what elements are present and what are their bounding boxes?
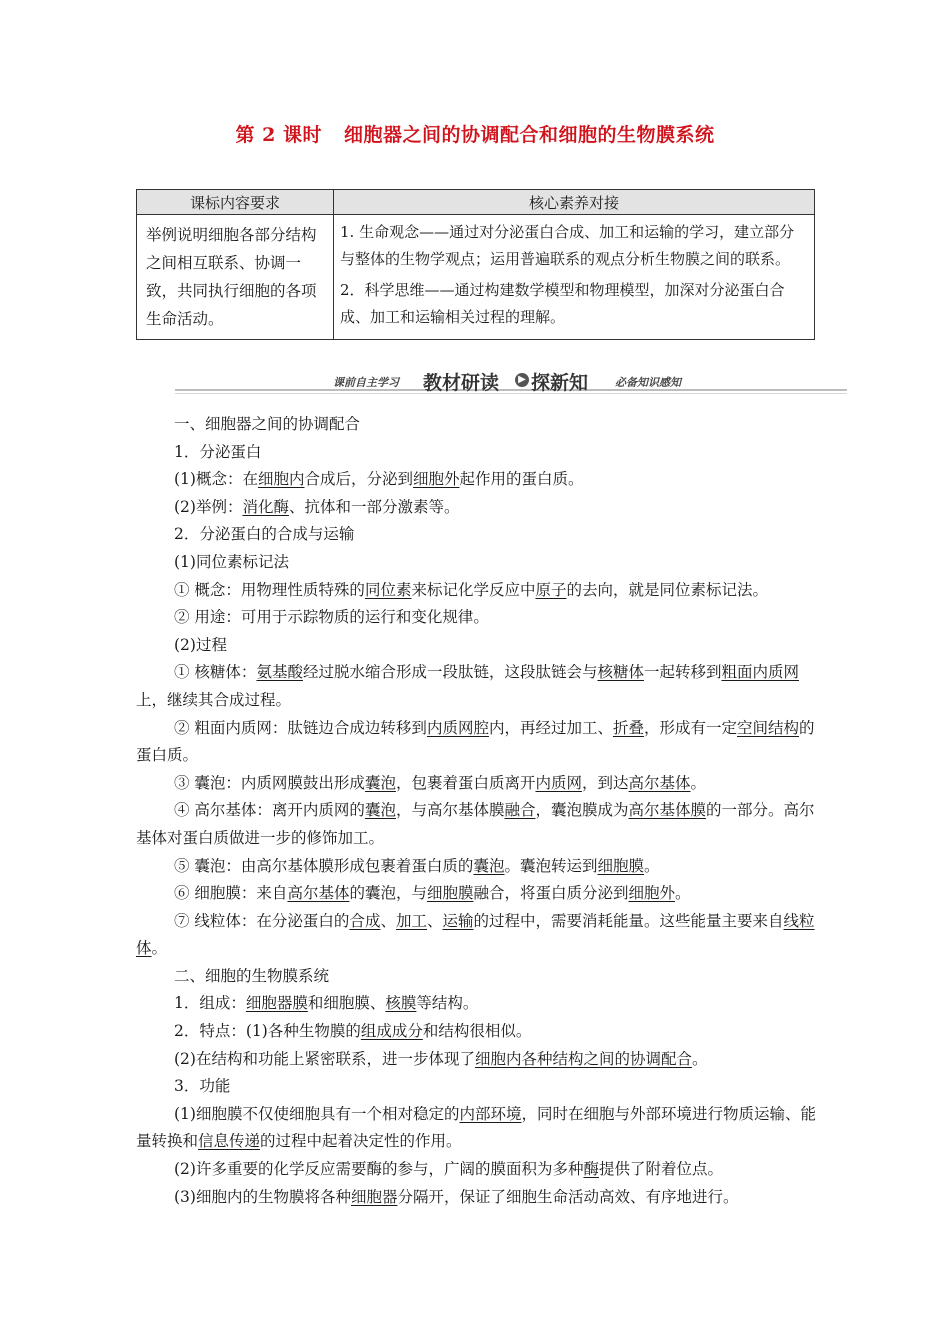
main-content — [136, 411, 826, 1211]
text-span: 和结构很相似。 — [422, 1022, 532, 1041]
text-span: 分隔开，保证了细胞生命活动高效、有序地进行。 — [397, 1187, 739, 1206]
text-span: 。 — [690, 773, 707, 792]
fill-in-answer: 信息传递 — [198, 1132, 261, 1151]
text-span: ，同时在细胞与外部环境进行物质运输、能量转换和 — [136, 1104, 816, 1151]
text-span: 2．分泌蛋白的合成与运输 — [174, 525, 355, 544]
text-span: (2)举例： — [174, 497, 243, 516]
text-span: 2．特点：(1)各种生物膜的 — [174, 1022, 361, 1041]
text-span: 。 — [691, 1049, 708, 1068]
header-competency: 核心素养对接 — [334, 190, 815, 215]
text-paragraph — [136, 577, 826, 605]
fill-in-answer: 内部环境 — [459, 1104, 522, 1123]
competency-item-2: 2．科学思维——通过构建数学模型和物理模型，加深对分泌蛋白合成、加工和运输相关过程的理解。 — [340, 281, 785, 326]
text-span: 上，继续其合成过程。 — [136, 690, 292, 709]
text-span: ，囊泡膜成为 — [535, 801, 629, 820]
text-span: 3．功能 — [174, 1077, 231, 1096]
text-span: 等结构。 — [416, 994, 479, 1013]
text-paragraph — [136, 797, 826, 852]
text-span: 的过程中起着决定性的作用。 — [260, 1132, 462, 1151]
fill-in-answer: 囊泡 — [364, 801, 396, 820]
fill-in-answer: 核膜 — [385, 994, 417, 1013]
text-paragraph — [136, 715, 826, 770]
banner-title-part2: 探新知 — [531, 372, 589, 394]
fill-in-answer: 氨基酸 — [256, 663, 303, 682]
fill-in-answer: 折叠 — [612, 718, 644, 737]
text-span: 和细胞膜、 — [307, 994, 386, 1013]
text-paragraph — [136, 411, 826, 439]
text-span: 。 — [643, 856, 660, 875]
banner-divider — [175, 389, 847, 391]
text-span: 一、细胞器之间的协调配合 — [174, 415, 361, 433]
fill-in-answer: 细胞内各种结构之间的协调配合 — [474, 1049, 692, 1068]
fill-in-answer: 内质网腔 — [426, 718, 489, 737]
competency-cell — [334, 215, 815, 340]
text-span: 的去向，就是同位素标记法。 — [566, 580, 768, 599]
text-span: 来标记化学反应中 — [411, 580, 536, 599]
text-span: ，到达 — [581, 773, 629, 792]
text-span: 一起转移到 — [643, 663, 722, 682]
text-span: ，与高尔基体膜 — [395, 801, 505, 820]
text-span: 。 — [151, 939, 168, 958]
fill-in-answer: 酶 — [583, 1160, 599, 1179]
text-span: 经过脱水缩合形成一段肽链，这段肽链会与 — [302, 663, 598, 682]
text-paragraph — [136, 521, 826, 549]
text-paragraph — [136, 659, 826, 714]
text-span: ① 核糖体： — [174, 663, 257, 682]
text-span: 提供了附着位点。 — [598, 1160, 723, 1179]
arrow-right-icon: ▶ — [515, 373, 529, 387]
text-span: 合成后，分泌到 — [304, 470, 413, 489]
text-span: 、 — [426, 911, 443, 930]
text-span: (2)在结构和功能上紧密联系，进一步体现了 — [174, 1049, 475, 1068]
fill-in-answer: 细胞外 — [413, 470, 460, 489]
fill-in-answer: 线粒体 — [136, 911, 815, 958]
banner-divider-thin — [175, 393, 847, 394]
fill-in-answer: 高尔基体 — [287, 884, 350, 903]
text-span: 1．组成： — [174, 994, 246, 1013]
fill-in-answer: 加工 — [395, 911, 427, 930]
requirements-table — [136, 189, 815, 340]
text-span: ② 粗面内质网：肽链边合成边转移到 — [174, 718, 427, 737]
text-paragraph — [136, 853, 826, 881]
text-span: 。 — [675, 884, 691, 903]
text-paragraph — [136, 439, 826, 467]
fill-in-answer: 原子 — [535, 580, 567, 599]
text-span: ① 概念：用物理性质特殊的 — [174, 580, 365, 599]
text-span: (2)许多重要的化学反应需要酶的参与，广阔的膜面积为多种 — [174, 1160, 584, 1179]
text-paragraph — [136, 908, 826, 963]
text-span: 二、细胞的生物膜系统 — [174, 966, 330, 985]
curriculum-cell — [137, 215, 334, 340]
text-span: (1)概念：在 — [174, 470, 258, 489]
lesson-topic: 细胞器之间的协调配合和细胞的生物膜系统 — [343, 124, 715, 146]
text-span: 、抗体和一部分激素等。 — [288, 497, 460, 516]
fill-in-answer: 细胞内 — [257, 470, 305, 489]
section-banner — [175, 366, 847, 394]
text-span: (1)细胞膜不仅使细胞具有一个相对稳定的 — [174, 1104, 460, 1123]
text-span: (2)过程 — [174, 635, 227, 654]
text-span: ④ 高尔基体：离开内质网的 — [174, 801, 365, 820]
fill-in-answer: 合成 — [349, 911, 381, 930]
text-paragraph — [136, 632, 826, 660]
page-title — [0, 120, 950, 147]
text-paragraph — [136, 494, 826, 522]
fill-in-answer: 细胞器 — [350, 1187, 398, 1206]
header-curriculum: 课标内容要求 — [137, 190, 334, 215]
text-span: 的囊泡，与 — [349, 884, 427, 903]
text-span: ，包裹着蛋白质离开 — [395, 773, 536, 792]
table-header-row — [137, 190, 815, 215]
fill-in-answer: 融合 — [504, 801, 536, 820]
fill-in-answer: 运输 — [442, 911, 474, 930]
text-paragraph — [136, 1046, 826, 1074]
text-span: (3)细胞内的生物膜将各种 — [174, 1187, 351, 1206]
text-paragraph — [136, 1184, 826, 1212]
curriculum-text: 举例说明细胞各部分结构之间相互联系、协调一致，共同执行细胞的各项生命活动。 — [146, 226, 317, 328]
fill-in-answer: 囊泡 — [364, 773, 396, 792]
text-paragraph — [136, 880, 826, 908]
fill-in-answer: 空间结构 — [737, 718, 800, 737]
text-span: 起作用的蛋白质。 — [459, 470, 584, 489]
fill-in-answer: 核糖体 — [597, 663, 644, 682]
fill-in-answer: 囊泡 — [473, 856, 505, 875]
text-paragraph — [136, 990, 826, 1018]
text-paragraph — [136, 1101, 826, 1156]
text-paragraph — [136, 1156, 826, 1184]
text-span: ⑥ 细胞膜：来自 — [174, 884, 288, 903]
lesson-label: 第 2 课时 — [235, 124, 322, 146]
text-paragraph — [136, 604, 826, 632]
text-span: 、 — [380, 911, 396, 930]
fill-in-answer: 消化酶 — [242, 497, 289, 516]
text-span: ⑤ 囊泡：由高尔基体膜形成包裹着蛋白质的 — [174, 856, 474, 875]
text-paragraph — [136, 1018, 826, 1046]
banner-title-part1: 教材研读 — [423, 372, 500, 394]
banner-right-caption: 必备知识感知 — [615, 376, 681, 389]
fill-in-answer: 组成成分 — [360, 1022, 423, 1041]
table-row — [137, 215, 815, 340]
banner-left-caption: 课前自主学习 — [333, 376, 399, 389]
fill-in-answer: 高尔基体 — [628, 773, 691, 792]
fill-in-answer: 细胞膜 — [597, 856, 644, 875]
text-span: (1)同位素标记法 — [174, 552, 289, 571]
text-paragraph — [136, 1073, 826, 1101]
fill-in-answer: 内质网 — [535, 773, 582, 792]
text-span: 的过程中，需要消耗能量。这些能量主要来自 — [473, 911, 784, 930]
fill-in-answer: 细胞器膜 — [245, 994, 308, 1013]
text-span: ③ 囊泡：内质网膜鼓出形成 — [174, 773, 365, 792]
competency-item-1: 1. 生命观念——通过对分泌蛋白合成、加工和运输的学习，建立部分与整体的生物学观点；运用普遍联系的观点分析生物膜之间的联系。 — [340, 223, 795, 268]
fill-in-answer: 高尔基体膜 — [628, 801, 707, 820]
text-span: 融合，将蛋白质分泌到 — [473, 884, 629, 903]
text-span: ② 用途：可用于示踪物质的运行和变化规律。 — [174, 608, 489, 627]
text-span: 。囊泡转运到 — [504, 856, 598, 875]
text-paragraph — [136, 466, 826, 494]
fill-in-answer: 细胞膜 — [426, 884, 474, 903]
text-span: 的蛋白质。 — [136, 718, 815, 765]
text-paragraph — [136, 770, 826, 798]
text-span: 1．分泌蛋白 — [174, 442, 262, 461]
text-span: 的一部分。高尔基体对蛋白质做进一步的修饰加工。 — [136, 801, 815, 847]
fill-in-answer: 同位素 — [364, 580, 412, 599]
text-paragraph — [136, 963, 826, 991]
text-span: 内，再经过加工、 — [488, 718, 613, 737]
fill-in-answer: 粗面内质网 — [721, 663, 800, 682]
text-span: ⑦ 线粒体：在分泌蛋白的 — [174, 911, 350, 930]
text-paragraph — [136, 549, 826, 577]
fill-in-answer: 细胞外 — [628, 884, 676, 903]
text-span: ，形成有一定 — [643, 718, 737, 737]
